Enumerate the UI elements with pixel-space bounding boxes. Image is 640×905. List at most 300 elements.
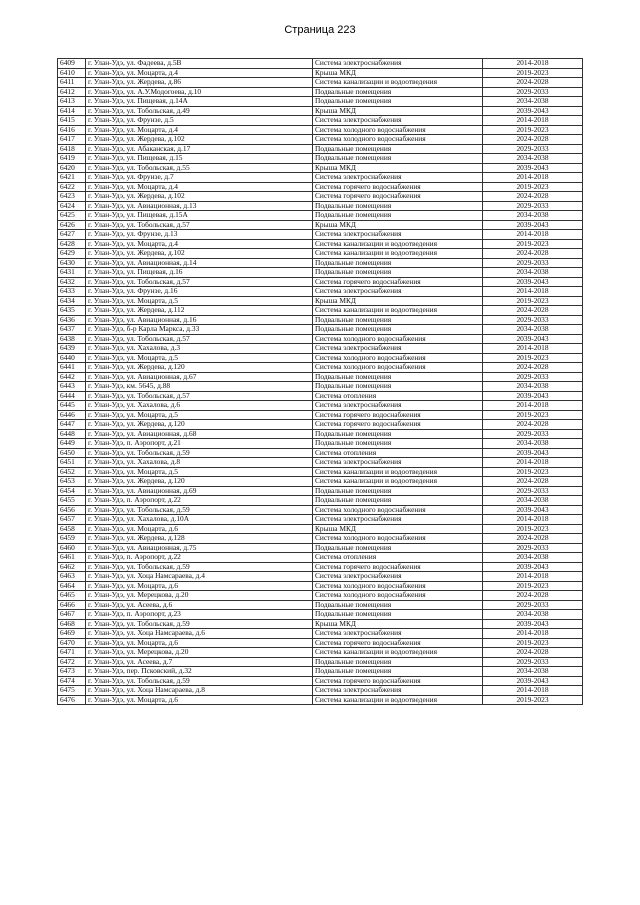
registry-table	[57, 58, 583, 705]
system-cell: Система холодного водоснабжения	[313, 363, 483, 373]
row-number: 6428	[58, 239, 86, 249]
table-row	[58, 239, 583, 249]
address-cell: г. Улан-Удэ, ул. Тобольская, д.59	[86, 448, 313, 458]
period-cell: 2029-2033	[483, 201, 583, 211]
table-row	[58, 277, 583, 287]
table-row	[58, 448, 583, 458]
system-cell: Система горячего водоснабжения	[313, 420, 483, 430]
table-row	[58, 249, 583, 259]
row-number: 6461	[58, 553, 86, 563]
row-number: 6447	[58, 420, 86, 430]
row-number: 6458	[58, 524, 86, 534]
period-cell: 2029-2033	[483, 429, 583, 439]
table-row	[58, 667, 583, 677]
system-cell: Система отопления	[313, 553, 483, 563]
address-cell: г. Улан-Удэ, ул. Моцарта, д.4	[86, 182, 313, 192]
table-row	[58, 638, 583, 648]
row-number: 6470	[58, 638, 86, 648]
row-number: 6468	[58, 619, 86, 629]
period-cell: 2014-2018	[483, 344, 583, 354]
table-row	[58, 106, 583, 116]
table-row	[58, 534, 583, 544]
row-number: 6422	[58, 182, 86, 192]
row-number: 6445	[58, 401, 86, 411]
row-number: 6409	[58, 59, 86, 69]
table-row	[58, 505, 583, 515]
system-cell: Система горячего водоснабжения	[313, 410, 483, 420]
table-row	[58, 201, 583, 211]
period-cell: 2014-2018	[483, 173, 583, 183]
registry-table-body	[58, 59, 583, 705]
system-cell: Система холодного водоснабжения	[313, 334, 483, 344]
system-cell: Подвальные помещения	[313, 97, 483, 107]
period-cell: 2034-2038	[483, 553, 583, 563]
address-cell: г. Улан-Удэ, ул. Жердева, д.128	[86, 534, 313, 544]
address-cell: г. Улан-Удэ, ул. Моцарта, д.6	[86, 581, 313, 591]
table-row	[58, 334, 583, 344]
row-number: 6427	[58, 230, 86, 240]
address-cell: г. Улан-Удэ, ул. Абаканская, д.17	[86, 144, 313, 154]
table-row	[58, 591, 583, 601]
address-cell: г. Улан-Удэ, б-р Карла Маркса, д.33	[86, 325, 313, 335]
period-cell: 2034-2038	[483, 211, 583, 221]
table-row	[58, 353, 583, 363]
period-cell: 2024-2028	[483, 249, 583, 259]
address-cell: г. Улан-Удэ, ул. Пищевая, д.16	[86, 268, 313, 278]
table-row	[58, 182, 583, 192]
row-number: 6453	[58, 477, 86, 487]
system-cell: Система электроснабжения	[313, 401, 483, 411]
period-cell: 2019-2023	[483, 239, 583, 249]
period-cell: 2034-2038	[483, 325, 583, 335]
row-number: 6416	[58, 125, 86, 135]
address-cell: г. Улан-Удэ, ул. Авиационная, д.68	[86, 429, 313, 439]
table-row	[58, 543, 583, 553]
table-row	[58, 600, 583, 610]
address-cell: г. Улан-Удэ, ул. Моцарта, д.5	[86, 467, 313, 477]
system-cell: Система горячего водоснабжения	[313, 562, 483, 572]
address-cell: г. Улан-Удэ, ул. Авиационная, д.69	[86, 486, 313, 496]
address-cell: г. Улан-Удэ, ул. Тобольская, д.57	[86, 220, 313, 230]
period-cell: 2034-2038	[483, 154, 583, 164]
system-cell: Подвальные помещения	[313, 496, 483, 506]
period-cell: 2024-2028	[483, 78, 583, 88]
address-cell: г. Улан-Удэ, ул. Хахалова, д.6	[86, 401, 313, 411]
table-row	[58, 220, 583, 230]
address-cell: г. Улан-Удэ, ул. Пищевая, д.15А	[86, 211, 313, 221]
table-row	[58, 648, 583, 658]
table-row	[58, 524, 583, 534]
period-cell: 2019-2023	[483, 467, 583, 477]
table-row	[58, 410, 583, 420]
system-cell: Система электроснабжения	[313, 686, 483, 696]
table-row	[58, 116, 583, 126]
row-number: 6460	[58, 543, 86, 553]
address-cell: г. Улан-Удэ, ул. Авиационная, д.75	[86, 543, 313, 553]
row-number: 6432	[58, 277, 86, 287]
row-number: 6413	[58, 97, 86, 107]
table-row	[58, 258, 583, 268]
system-cell: Система канализации и водоотведения	[313, 477, 483, 487]
address-cell: г. Улан-Удэ, ул. Фрунзе, д.7	[86, 173, 313, 183]
period-cell: 2039-2043	[483, 277, 583, 287]
row-number: 6423	[58, 192, 86, 202]
row-number: 6424	[58, 201, 86, 211]
system-cell: Система холодного водоснабжения	[313, 135, 483, 145]
period-cell: 2039-2043	[483, 106, 583, 116]
period-cell: 2024-2028	[483, 135, 583, 145]
period-cell: 2019-2023	[483, 353, 583, 363]
table-row	[58, 676, 583, 686]
table-row	[58, 515, 583, 525]
table-row	[58, 144, 583, 154]
system-cell: Крыша МКД	[313, 163, 483, 173]
row-number: 6466	[58, 600, 86, 610]
row-number: 6464	[58, 581, 86, 591]
row-number: 6455	[58, 496, 86, 506]
system-cell: Система холодного водоснабжения	[313, 581, 483, 591]
row-number: 6476	[58, 695, 86, 705]
address-cell: г. Улан-Удэ, п. Аэропорт, д.22	[86, 553, 313, 563]
table-row	[58, 572, 583, 582]
address-cell: г. Улан-Удэ, п. Аэропорт, д.21	[86, 439, 313, 449]
address-cell: г. Улан-Удэ, ул. Жердева, д.86	[86, 78, 313, 88]
row-number: 6449	[58, 439, 86, 449]
period-cell: 2024-2028	[483, 477, 583, 487]
system-cell: Подвальные помещения	[313, 258, 483, 268]
row-number: 6474	[58, 676, 86, 686]
address-cell: г. Улан-Удэ, ул. Жердева, д.120	[86, 477, 313, 487]
system-cell: Подвальные помещения	[313, 315, 483, 325]
row-number: 6434	[58, 296, 86, 306]
system-cell: Система горячего водоснабжения	[313, 182, 483, 192]
table-row	[58, 619, 583, 629]
row-number: 6420	[58, 163, 86, 173]
row-number: 6417	[58, 135, 86, 145]
address-cell: г. Улан-Удэ, ул. Тобольская, д.57	[86, 391, 313, 401]
row-number: 6451	[58, 458, 86, 468]
table-row	[58, 192, 583, 202]
address-cell: г. Улан-Удэ, ул. Хоца Намсараева, д.8	[86, 686, 313, 696]
row-number: 6471	[58, 648, 86, 658]
row-number: 6450	[58, 448, 86, 458]
system-cell: Подвальные помещения	[313, 667, 483, 677]
system-cell: Система отопления	[313, 448, 483, 458]
period-cell: 2024-2028	[483, 363, 583, 373]
address-cell: г. Улан-Удэ, ул. Жердева, д.120	[86, 363, 313, 373]
period-cell: 2024-2028	[483, 534, 583, 544]
row-number: 6429	[58, 249, 86, 259]
period-cell: 2019-2023	[483, 410, 583, 420]
row-number: 6456	[58, 505, 86, 515]
system-cell: Система горячего водоснабжения	[313, 638, 483, 648]
system-cell: Подвальные помещения	[313, 87, 483, 97]
period-cell: 2019-2023	[483, 524, 583, 534]
address-cell: г. Улан-Удэ, ул. Тобольская, д.59	[86, 562, 313, 572]
row-number: 6436	[58, 315, 86, 325]
row-number: 6467	[58, 610, 86, 620]
row-number: 6430	[58, 258, 86, 268]
address-cell: г. Улан-Удэ, ул. Фрунзе, д.5	[86, 116, 313, 126]
period-cell: 2019-2023	[483, 581, 583, 591]
table-row	[58, 553, 583, 563]
address-cell: г. Улан-Удэ, ул. Мерецкова, д.20	[86, 648, 313, 658]
table-row	[58, 173, 583, 183]
period-cell: 2034-2038	[483, 610, 583, 620]
address-cell: г. Улан-Удэ, ул. Тобольская, д.59	[86, 676, 313, 686]
row-number: 6441	[58, 363, 86, 373]
system-cell: Система холодного водоснабжения	[313, 505, 483, 515]
row-number: 6463	[58, 572, 86, 582]
address-cell: г. Улан-Удэ, ул. Жердева, д.102	[86, 135, 313, 145]
row-number: 6444	[58, 391, 86, 401]
table-row	[58, 477, 583, 487]
period-cell: 2034-2038	[483, 667, 583, 677]
system-cell: Система горячего водоснабжения	[313, 192, 483, 202]
table-row	[58, 391, 583, 401]
row-number: 6415	[58, 116, 86, 126]
period-cell: 2029-2033	[483, 315, 583, 325]
address-cell: г. Улан-Удэ, ул. Тобольская, д.55	[86, 163, 313, 173]
address-cell: г. Улан-Удэ, ул. Авиационная, д.16	[86, 315, 313, 325]
period-cell: 2024-2028	[483, 420, 583, 430]
row-number: 6457	[58, 515, 86, 525]
table-row	[58, 87, 583, 97]
system-cell: Подвальные помещения	[313, 372, 483, 382]
system-cell: Крыша МКД	[313, 619, 483, 629]
table-row	[58, 154, 583, 164]
address-cell: г. Улан-Удэ, п. Аэропорт, д.23	[86, 610, 313, 620]
address-cell: г. Улан-Удэ, ул. Фрунзе, д.16	[86, 287, 313, 297]
address-cell: г. Улан-Удэ, ул. Хоца Намсараева, д.4	[86, 572, 313, 582]
address-cell: г. Улан-Удэ, ул. Хахалова, д.10А	[86, 515, 313, 525]
address-cell: г. Улан-Удэ, ул. Хахалова, д.3	[86, 344, 313, 354]
period-cell: 2014-2018	[483, 515, 583, 525]
system-cell: Подвальные помещения	[313, 429, 483, 439]
address-cell: г. Улан-Удэ, ул. Тобольская, д.57	[86, 334, 313, 344]
address-cell: г. Улан-Удэ, ул. Авиационная, д.14	[86, 258, 313, 268]
table-row	[58, 695, 583, 705]
period-cell: 2039-2043	[483, 391, 583, 401]
period-cell: 2014-2018	[483, 116, 583, 126]
system-cell: Подвальные помещения	[313, 600, 483, 610]
table-row	[58, 59, 583, 69]
table-row	[58, 125, 583, 135]
period-cell: 2034-2038	[483, 496, 583, 506]
row-number: 6440	[58, 353, 86, 363]
system-cell: Система электроснабжения	[313, 173, 483, 183]
system-cell: Система канализации и водоотведения	[313, 306, 483, 316]
table-row	[58, 486, 583, 496]
system-cell: Крыша МКД	[313, 106, 483, 116]
address-cell: г. Улан-Удэ, ул. Фадеева, д.5В	[86, 59, 313, 69]
row-number: 6465	[58, 591, 86, 601]
system-cell: Система канализации и водоотведения	[313, 249, 483, 259]
row-number: 6439	[58, 344, 86, 354]
row-number: 6419	[58, 154, 86, 164]
period-cell: 2014-2018	[483, 629, 583, 639]
page-title: Страница 223	[284, 24, 356, 36]
table-row	[58, 325, 583, 335]
row-number: 6446	[58, 410, 86, 420]
row-number: 6411	[58, 78, 86, 88]
period-cell: 2029-2033	[483, 486, 583, 496]
address-cell: г. Улан-Удэ, ул. Тобольская, д.57	[86, 277, 313, 287]
system-cell: Система электроснабжения	[313, 515, 483, 525]
system-cell: Подвальные помещения	[313, 439, 483, 449]
period-cell: 2019-2023	[483, 638, 583, 648]
address-cell: г. Улан-Удэ, ул. Тобольская, д.59	[86, 619, 313, 629]
period-cell: 2034-2038	[483, 382, 583, 392]
address-cell: г. Улан-Удэ, пер. Псковский, д.32	[86, 667, 313, 677]
period-cell: 2029-2033	[483, 600, 583, 610]
row-number: 6469	[58, 629, 86, 639]
system-cell: Система отопления	[313, 391, 483, 401]
row-number: 6418	[58, 144, 86, 154]
table-row	[58, 429, 583, 439]
address-cell: г. Улан-Удэ, ул. Моцарта, д.4	[86, 68, 313, 78]
system-cell: Подвальные помещения	[313, 382, 483, 392]
period-cell: 2014-2018	[483, 230, 583, 240]
period-cell: 2014-2018	[483, 572, 583, 582]
table-row	[58, 458, 583, 468]
table-row	[58, 401, 583, 411]
system-cell: Система электроснабжения	[313, 59, 483, 69]
period-cell: 2034-2038	[483, 97, 583, 107]
table-row	[58, 163, 583, 173]
system-cell: Крыша МКД	[313, 220, 483, 230]
row-number: 6442	[58, 372, 86, 382]
address-cell: г. Улан-Удэ, п. Аэропорт, д.22	[86, 496, 313, 506]
period-cell: 2029-2033	[483, 372, 583, 382]
period-cell: 2014-2018	[483, 59, 583, 69]
period-cell: 2029-2033	[483, 144, 583, 154]
table-row	[58, 581, 583, 591]
address-cell: г. Улан-Удэ, ул. Фрунзе, д.13	[86, 230, 313, 240]
table-row	[58, 467, 583, 477]
address-cell: г. Улан-Удэ, ул. Пищевая, д.14А	[86, 97, 313, 107]
table-row	[58, 686, 583, 696]
period-cell: 2014-2018	[483, 287, 583, 297]
table-row	[58, 629, 583, 639]
period-cell: 2024-2028	[483, 648, 583, 658]
row-number: 6435	[58, 306, 86, 316]
period-cell: 2039-2043	[483, 220, 583, 230]
system-cell: Подвальные помещения	[313, 201, 483, 211]
system-cell: Система горячего водоснабжения	[313, 277, 483, 287]
address-cell: г. Улан-Удэ, ул. Моцарта, д.4	[86, 125, 313, 135]
table-row	[58, 363, 583, 373]
address-cell: г. Улан-Удэ, ул. Хахалова, д.8	[86, 458, 313, 468]
table-row	[58, 420, 583, 430]
system-cell: Система электроснабжения	[313, 458, 483, 468]
period-cell: 2039-2043	[483, 619, 583, 629]
system-cell: Система холодного водоснабжения	[313, 125, 483, 135]
system-cell: Система холодного водоснабжения	[313, 534, 483, 544]
table-row	[58, 562, 583, 572]
system-cell: Система канализации и водоотведения	[313, 78, 483, 88]
system-cell: Подвальные помещения	[313, 486, 483, 496]
period-cell: 2029-2033	[483, 657, 583, 667]
system-cell: Крыша МКД	[313, 296, 483, 306]
system-cell: Система электроснабжения	[313, 629, 483, 639]
system-cell: Система холодного водоснабжения	[313, 591, 483, 601]
system-cell: Подвальные помещения	[313, 543, 483, 553]
period-cell: 2019-2023	[483, 125, 583, 135]
system-cell: Система канализации и водоотведения	[313, 695, 483, 705]
period-cell: 2034-2038	[483, 439, 583, 449]
table-row	[58, 439, 583, 449]
system-cell: Крыша МКД	[313, 68, 483, 78]
system-cell: Подвальные помещения	[313, 211, 483, 221]
table-row	[58, 496, 583, 506]
system-cell: Система горячего водоснабжения	[313, 676, 483, 686]
address-cell: г. Улан-Удэ, ул. Жердева, д.102	[86, 192, 313, 202]
period-cell: 2014-2018	[483, 401, 583, 411]
period-cell: 2039-2043	[483, 448, 583, 458]
address-cell: г. Улан-Удэ, ул. Жердева, д.112	[86, 306, 313, 316]
period-cell: 2029-2033	[483, 258, 583, 268]
table-row	[58, 287, 583, 297]
row-number: 6410	[58, 68, 86, 78]
row-number: 6459	[58, 534, 86, 544]
system-cell: Подвальные помещения	[313, 325, 483, 335]
system-cell: Система электроснабжения	[313, 572, 483, 582]
address-cell: г. Улан-Удэ, ул. Тобольская, д.49	[86, 106, 313, 116]
address-cell: г. Улан-Удэ, ул. Асеева, д.6	[86, 600, 313, 610]
address-cell: г. Улан-Удэ, ул. Жердева, д.120	[86, 420, 313, 430]
row-number: 6473	[58, 667, 86, 677]
system-cell: Система электроснабжения	[313, 230, 483, 240]
row-number: 6452	[58, 467, 86, 477]
table-row	[58, 68, 583, 78]
system-cell: Система холодного водоснабжения	[313, 353, 483, 363]
period-cell: 2039-2043	[483, 163, 583, 173]
row-number: 6454	[58, 486, 86, 496]
row-number: 6414	[58, 106, 86, 116]
period-cell: 2039-2043	[483, 562, 583, 572]
row-number: 6426	[58, 220, 86, 230]
address-cell: г. Улан-Удэ, ул. Моцарта, д.5	[86, 353, 313, 363]
period-cell: 2039-2043	[483, 505, 583, 515]
address-cell: г. Улан-Удэ, ул. Моцарта, д.6	[86, 638, 313, 648]
period-cell: 2039-2043	[483, 676, 583, 686]
address-cell: г. Улан-Удэ, ул. Авиационная, д.67	[86, 372, 313, 382]
row-number: 6472	[58, 657, 86, 667]
period-cell: 2034-2038	[483, 268, 583, 278]
period-cell: 2024-2028	[483, 591, 583, 601]
table-row	[58, 268, 583, 278]
period-cell: 2029-2033	[483, 87, 583, 97]
table-row	[58, 372, 583, 382]
address-cell: г. Улан-Удэ, км. 5645, д.88	[86, 382, 313, 392]
address-cell: г. Улан-Удэ, ул. Пищевая, д.15	[86, 154, 313, 164]
row-number: 6412	[58, 87, 86, 97]
address-cell: г. Улан-Удэ, ул. Тобольская, д.59	[86, 505, 313, 515]
row-number: 6433	[58, 287, 86, 297]
row-number: 6431	[58, 268, 86, 278]
system-cell: Подвальные помещения	[313, 154, 483, 164]
period-cell: 2024-2028	[483, 192, 583, 202]
table-row	[58, 344, 583, 354]
table-row	[58, 657, 583, 667]
address-cell: г. Улан-Удэ, ул. Хоца Намсараева, д.6	[86, 629, 313, 639]
period-cell: 2014-2018	[483, 458, 583, 468]
table-row	[58, 610, 583, 620]
address-cell: г. Улан-Удэ, ул. Моцарта, д.5	[86, 410, 313, 420]
system-cell: Система электроснабжения	[313, 287, 483, 297]
system-cell: Крыша МКД	[313, 524, 483, 534]
